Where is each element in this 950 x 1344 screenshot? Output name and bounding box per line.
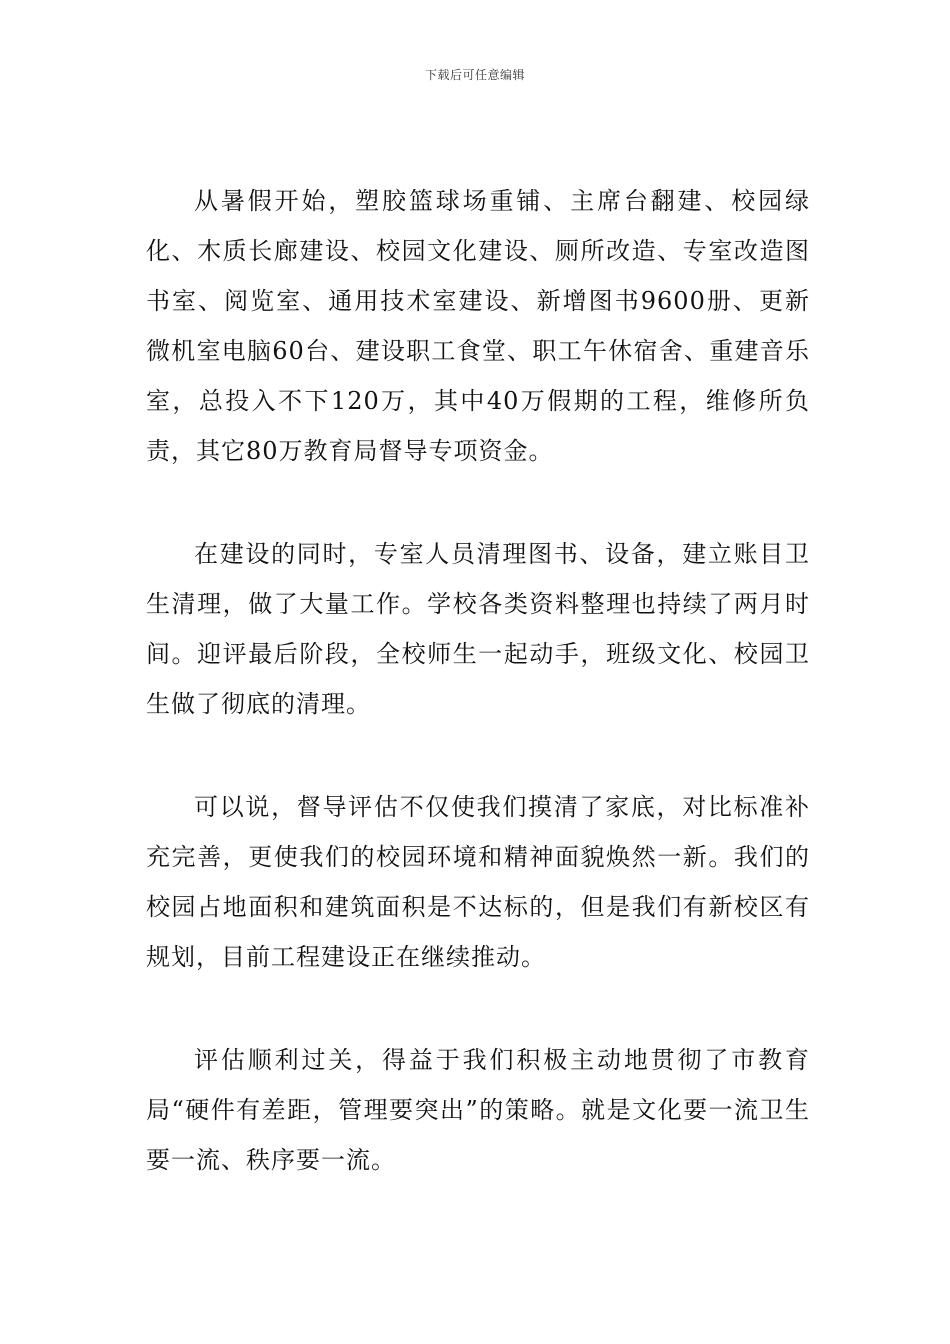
document-body bbox=[146, 176, 810, 1238]
paragraph-4: 评估顺利过关，得益于我们积极主动地贯彻了市教育局“硬件有差距，管理要突出”的策略。就是文化要一流卫生要一流、秩序要一流。 bbox=[146, 1046, 810, 1174]
paragraph-3: 可以说，督导评估不仅使我们摸清了家底，对比标准补充完善，更使我们的校园环境和精神面貌焕然一新。我们的校园占地面积和建筑面积是不达标的，但是我们有新校区有规划，目前工程建设正在继续推动。 bbox=[146, 793, 810, 971]
page-header: 下载后可任意编辑 bbox=[424, 68, 525, 82]
paragraph-2: 在建设的同时，专室人员清理图书、设备，建立账目卫生清理，做了大量工作。学校各类资料整理也持续了两月时间。迎评最后阶段，全校师生一起动手，班级文化、校园卫生做了彻底的清理。 bbox=[146, 540, 810, 718]
paragraph-1: 从暑假开始，塑胶篮球场重铺、主席台翻建、校园绿化、木质长廊建设、校园文化建设、厕所改造、专室改造图书室、阅览室、通用技术室建设、新增图书9600册、更新微机室电脑60台、建设职工食堂、职工午休宿舍、重建音乐室，总投入不下120万，其中40万假期的工程，维修所负责，其它80万教育局督导专项资金。 bbox=[146, 187, 810, 465]
